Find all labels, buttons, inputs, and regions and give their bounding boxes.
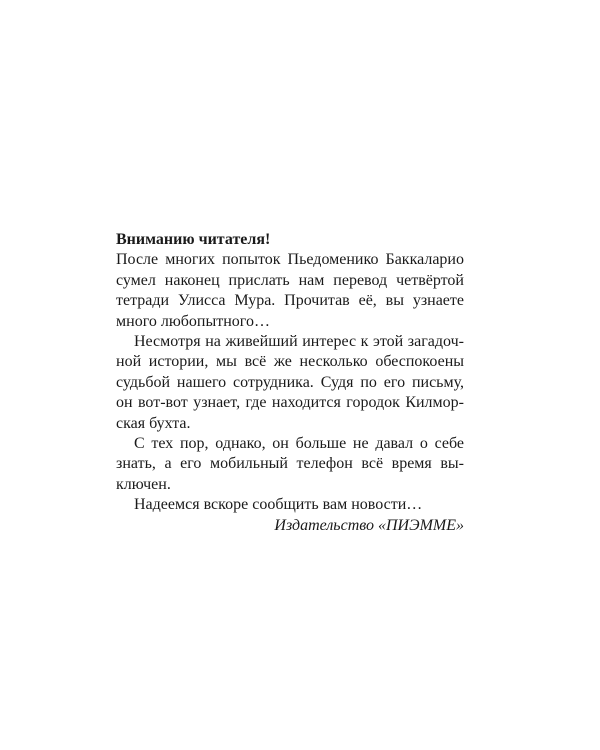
paragraph-1-line-2: сумел наконец прислать нам перевод четвёртой <box>116 271 464 289</box>
paragraph-3-line-1: С тех пор, однако, он больше не давал о себе <box>134 435 464 453</box>
paragraph-1-line-3: тетради Улисса Мура. Прочитав её, вы узнаете <box>116 292 464 310</box>
paragraph-2-line-5: ская бухта. <box>116 414 191 432</box>
publisher-signature: Издательство «ПИЭММЕ» <box>274 517 464 534</box>
paragraph-4-line-1: Надеемся вскоре сообщить вам новости… <box>134 496 423 514</box>
paragraph-2-line-3: судьбой нашего сотрудника. Судя по его письму, <box>116 373 464 391</box>
paragraph-2 <box>116 332 464 434</box>
paragraph-1 <box>116 250 464 332</box>
paragraph-2-line-1: Несмотря на живейший интерес к этой загадоч- <box>134 333 464 351</box>
paragraph-2-line-2: ной истории, мы всё же несколько обеспокоены <box>116 353 464 371</box>
paragraph-2-line-4: он вот-вот узнает, где находится городок Килмор- <box>116 394 464 412</box>
paragraph-4 <box>116 495 464 515</box>
paragraph-3 <box>116 434 464 495</box>
reader-notice <box>116 230 464 516</box>
paragraph-1-line-1: После многих попыток Пьедоменико Баккаларио <box>116 251 464 269</box>
paragraph-3-line-3: ключен. <box>116 475 171 493</box>
paragraph-3-line-2: знать, а его мобильный телефон всё время вы- <box>116 455 464 473</box>
paragraph-1-line-4: много любопытного… <box>116 312 270 330</box>
notice-heading: Вниманию читателя! <box>116 231 271 248</box>
